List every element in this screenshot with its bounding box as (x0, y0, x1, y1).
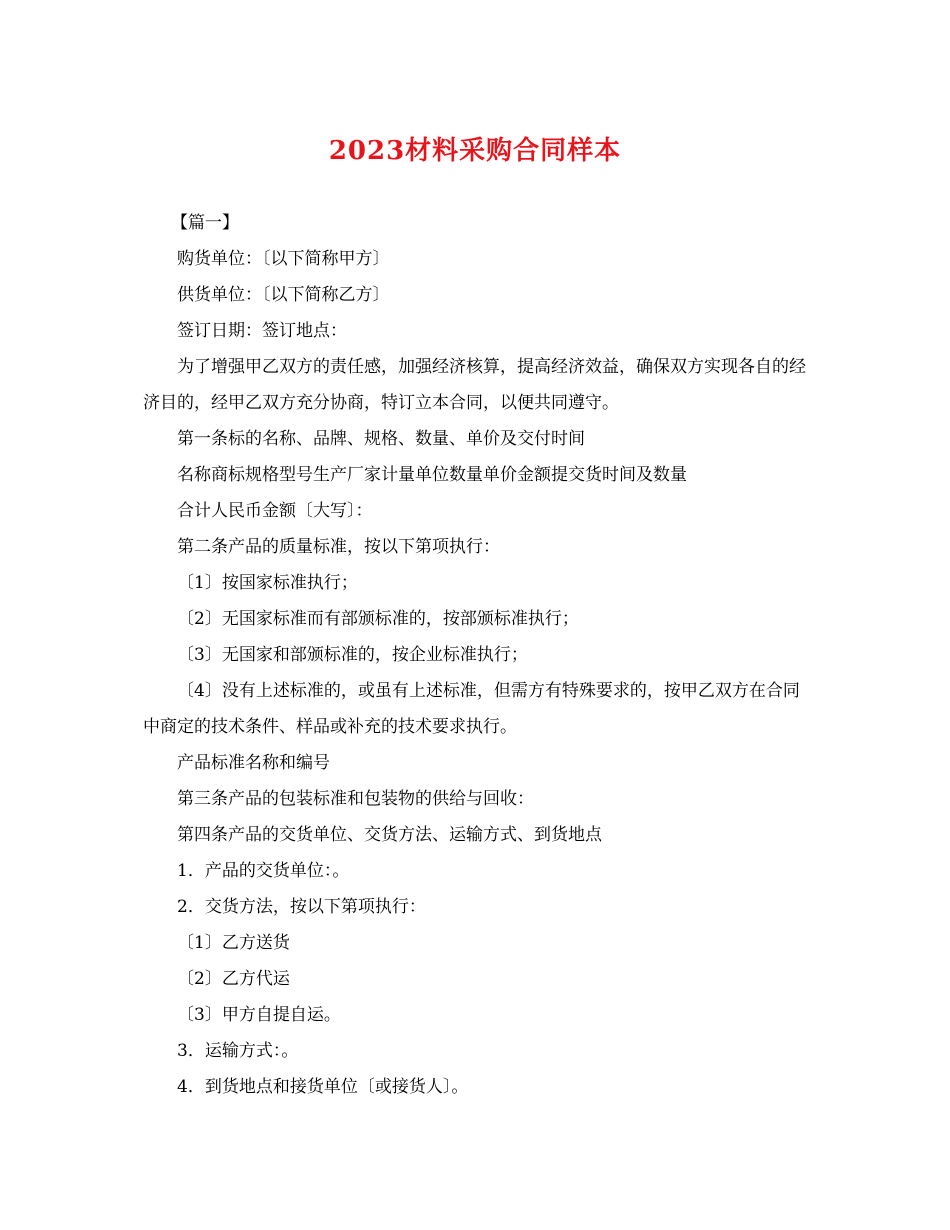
section-heading: 【篇一】 (171, 213, 239, 233)
article-4-heading: 第四条产品的交货单位、交货方法、运输方式、到货地点 (177, 825, 602, 845)
buyer-line: 购货单位：〔以下简称甲方〕 (177, 249, 390, 269)
list-item: 〔3〕甲方自提自运。 (177, 1005, 341, 1025)
list-item: 〔3〕无国家和部颁标准的，按企业标准执行； (177, 645, 528, 665)
preamble-paragraph: 为了增强甲乙双方的责任感，加强经济核算，提高经济效益，确保双方实现各自的经济目的，经甲乙双方充分协商，特订立本合同，以便共同遵守。 (143, 357, 806, 413)
list-item: 〔1〕按国家标准执行； (177, 573, 358, 593)
list-item: 1．产品的交货单位：。 (177, 861, 350, 881)
standard-name-line: 产品标准名称和编号 (177, 753, 330, 773)
supplier-line: 供货单位：〔以下简称乙方〕 (177, 285, 390, 305)
list-item: 〔2〕乙方代运 (177, 969, 290, 989)
article-3-heading: 第三条产品的包装标准和包装物的供给与回收： (177, 789, 534, 809)
document-title: 2023材料采购合同样本 (328, 136, 622, 166)
list-item: 4．到货地点和接货单位〔或接货人〕。 (177, 1077, 469, 1097)
list-item: 〔2〕无国家标准而有部颁标准的，按部颁标准执行； (177, 609, 579, 629)
signing-line: 签订日期：签订地点： (177, 321, 347, 341)
list-item: 3．运输方式：。 (177, 1041, 299, 1061)
list-item: 〔1〕乙方送货 (177, 933, 290, 953)
list-item: 2．交货方法，按以下第项执行： (177, 897, 426, 917)
list-item: 〔4〕没有上述标准的，或虽有上述标准，但需方有特殊要求的，按甲乙双方在合同中商定的技术条件、样品或补充的技术要求执行。 (143, 681, 800, 737)
total-amount-line: 合计人民币金额〔大写〕： (177, 501, 373, 521)
article-2-heading: 第二条产品的质量标准，按以下第项执行： (177, 537, 500, 557)
article-1-heading: 第一条标的名称、品牌、规格、数量、单价及交付时间 (177, 429, 585, 449)
article-1-columns: 名称商标规格型号生产厂家计量单位数量单价金额提交货时间及数量 (177, 465, 687, 485)
document-body (143, 205, 813, 1105)
